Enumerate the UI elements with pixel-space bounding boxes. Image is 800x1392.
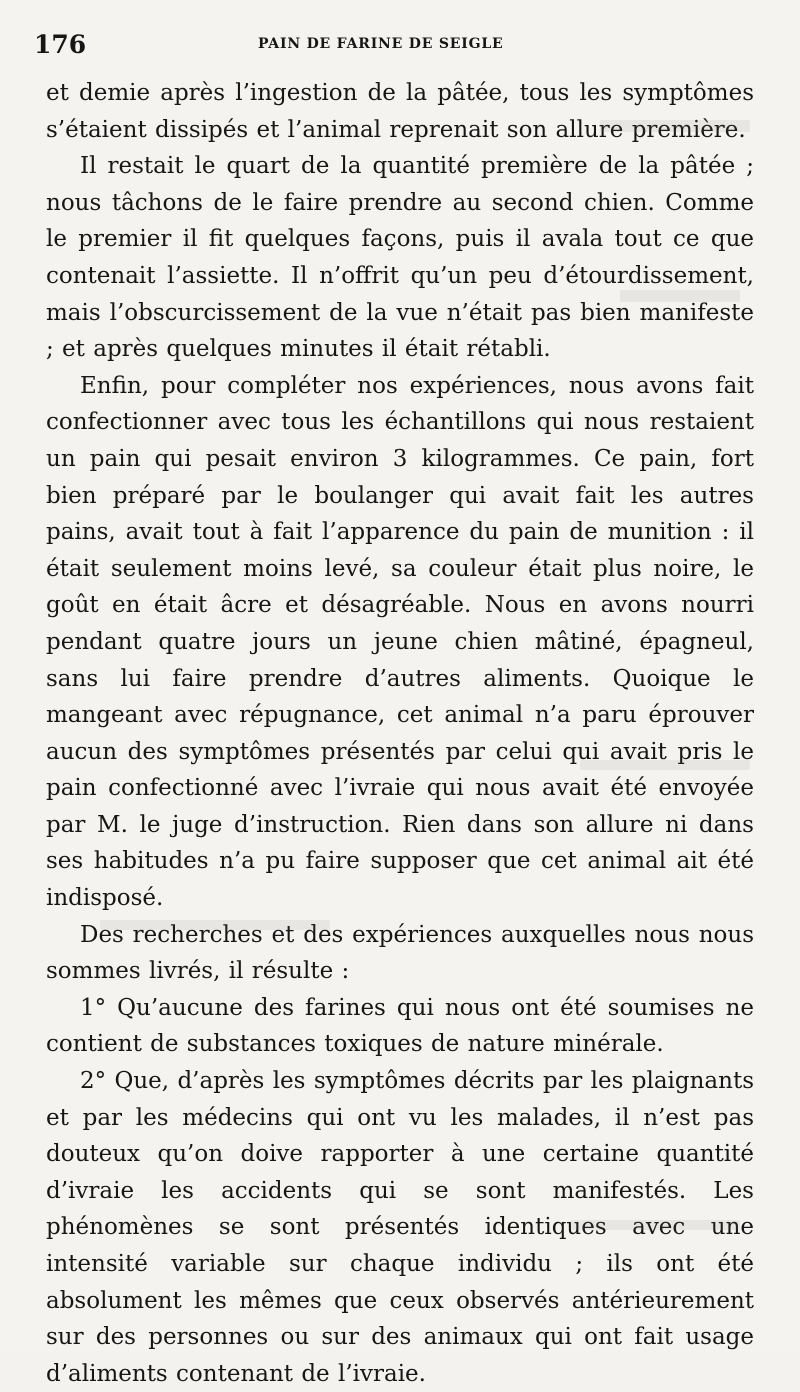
bleed-through-mark [580, 760, 750, 770]
running-title: PAIN DE FARINE DE SEIGLE [258, 36, 504, 52]
page-number: 176 [34, 30, 87, 59]
paragraph-6: 2° Que, d’après les symptômes décrits par les plaignants et par les médecins qui ont vu les malades, il n’est pas douteux qu’on doive rapporter à une certaine quantité d’ivraie les accidents qui se sont manifestés. Les phénomènes se sont présentés identiques avec une intensité variable sur chaque individu ; ils ont été absolument les mêmes que ceux observés antérieurement sur des personnes ou sur des animaux qui ont fait usage d’aliments contenant de l’ivraie. [46, 1068, 754, 1387]
paragraph-2: Il restait le quart de la quantité première de la pâtée ; nous tâchons de le faire prendre au second chien. Comme le premier il fit quelques façons, puis il avala tout ce que contenait l’assiette. Il n’offrit qu’un peu d’étourdissement, mais l’obscurcissement de la vue n’était pas bien manifeste ; et après quelques minutes il était rétabli. [46, 153, 754, 363]
bleed-through-mark [100, 920, 330, 930]
paragraph-3: Enfin, pour compléter nos expériences, nous avons fait confectionner avec tous les échantillons qui nous restaient un pain qui pesait environ 3 kilogrammes. Ce pain, fort bien préparé par le boulanger qui avait fait les autres pains, avait tout à fait l’apparence du pain de munition : il était seulement moins levé, sa couleur était plus noire, le goût en était âcre et désagréable. Nous en avons nourri pendant quatre jours un jeune chien mâtiné, épagneul, sans lui faire prendre d’autres aliments. Quoique le mangeant avec répugnance, cet animal n’a paru éprouver aucun des symptômes présentés par celui qui avait pris le pain confectionné avec l’ivraie qui nous avait été envoyée par M. le juge d’instruction. Rien dans son allure ni dans ses habitudes n’a pu faire supposer que cet animal ait été indisposé. [46, 372, 754, 912]
paragraph-5: 1° Qu’aucune des farines qui nous ont été soumises ne contient de substances toxiques de nature minérale. [46, 994, 754, 1058]
body-text [46, 75, 754, 1392]
paragraph-1: et demie après l’ingestion de la pâtée, tous les symptômes s’étaient dissipés et l’animal reprenait son allure première. [46, 80, 754, 143]
bleed-through-mark [620, 290, 740, 302]
paragraph-4: Des recherches et des expériences auxquelles nous nous sommes livrés, il résulte : [46, 921, 754, 985]
bleed-through-mark [600, 120, 750, 132]
bleed-through-mark [570, 1220, 740, 1230]
